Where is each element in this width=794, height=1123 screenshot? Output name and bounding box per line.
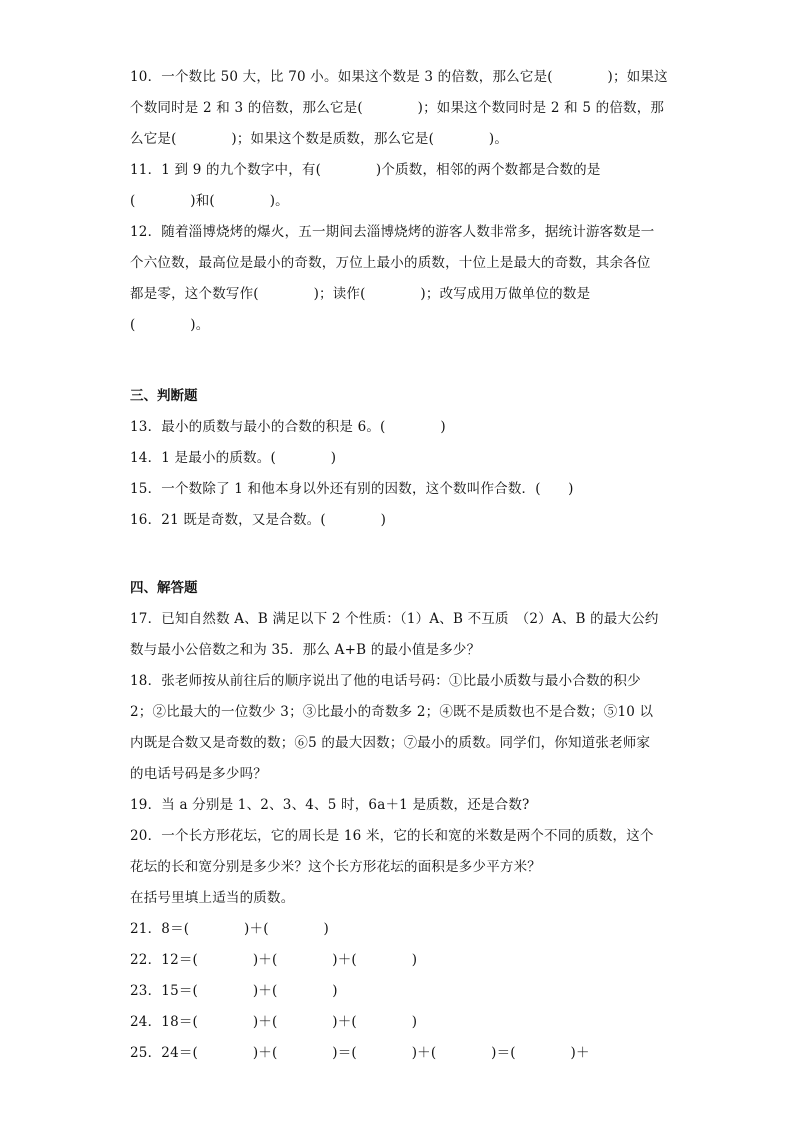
judge-item: 15．一个数除了 1 和他本身以外还有别的因数，这个数叫作合数．( )	[130, 481, 574, 497]
question-line: ( )。	[130, 317, 210, 333]
fill-blank-continued	[130, 62, 670, 341]
question-line: 么它是( )；如果这个数是质数，那么它是( )。	[130, 131, 509, 147]
answer-line: 24．18＝( )＋( )＋( )	[130, 1014, 418, 1030]
section-judge	[130, 381, 670, 536]
judge-item: 14．1 是最小的质数。( )	[130, 450, 337, 466]
question-line: 都是零，这个数写作( )；读作( )；改写成用万做单位的数是	[130, 286, 591, 302]
answer-line: 19．当 a 分别是 1、2、3、4、5 时，6a＋1 是质数，还是合数?	[130, 797, 530, 813]
judge-item: 13．最小的质数与最小的合数的积是 6。( )	[130, 419, 446, 435]
question-line: 个六位数，最高位是最小的奇数，万位上最小的质数，十位上是最大的奇数，其余各位	[130, 255, 651, 271]
question-line: 11．1 到 9 的九个数字中，有( )个质数，相邻的两个数都是合数的是	[130, 162, 601, 178]
question-line: 10．一个数比 50 大，比 70 小。如果这个数是 3 的倍数，那么它是( )；如果这	[130, 69, 668, 85]
section-answer	[130, 573, 670, 1069]
answer-line: 2；②比最大的一位数少 3；③比最小的奇数多 2；④既不是质数也不是合数；⑤10 以	[130, 704, 654, 720]
answer-line: 花坛的长和宽分别是多少米？这个长方形花坛的面积是多少平方米？	[130, 859, 541, 875]
answer-line: 在括号里填上适当的质数。	[130, 890, 295, 906]
section-spacer	[130, 536, 670, 573]
answer-line: 18．张老师按从前往后的顺序说出了他的电话号码：①比最小质数与最小合数的积少	[130, 673, 641, 689]
question-line: 个数同时是 2 和 3 的倍数，那么它是( )；如果这个数同时是 2 和 5 的倍数，那	[130, 100, 665, 116]
answer-line: 17．已知自然数 A、B 满足以下 2 个性质：（1）A、B 不互质 （2）A、B 的最大公约	[130, 611, 659, 627]
worksheet-page	[130, 62, 670, 1069]
answer-line: 内既是合数又是奇数的数；⑥5 的最大因数；⑦最小的质数。同学们，你知道张老师家	[130, 735, 651, 751]
question-line: ( )和( )。	[130, 193, 289, 209]
section-title-answer: 四、解答题	[130, 580, 198, 596]
answer-line: 20．一个长方形花坛，它的周长是 16 米，它的长和宽的米数是两个不同的质数，这个	[130, 828, 654, 844]
answer-line: 25．24＝( )＋( )＝( )＋( )＝( )＋	[130, 1045, 590, 1061]
answer-line: 23．15＝( )＋( )	[130, 983, 338, 999]
answer-line: 数与最小公倍数之和为 35．那么 A+B 的最小值是多少？	[130, 642, 481, 658]
answer-line: 的电话号码是多少吗？	[130, 766, 267, 782]
question-line: 12．随着淄博烧烤的爆火，五一期间去淄博烧烤的游客人数非常多，据统计游客数是一	[130, 224, 655, 240]
judge-item: 16．21 既是奇数，又是合数。( )	[130, 512, 387, 528]
answer-line: 22．12＝( )＋( )＋( )	[130, 952, 418, 968]
section-spacer	[130, 341, 670, 381]
answer-line: 21．8＝( )＋( )	[130, 921, 329, 937]
section-title-judge: 三、判断题	[130, 388, 198, 404]
